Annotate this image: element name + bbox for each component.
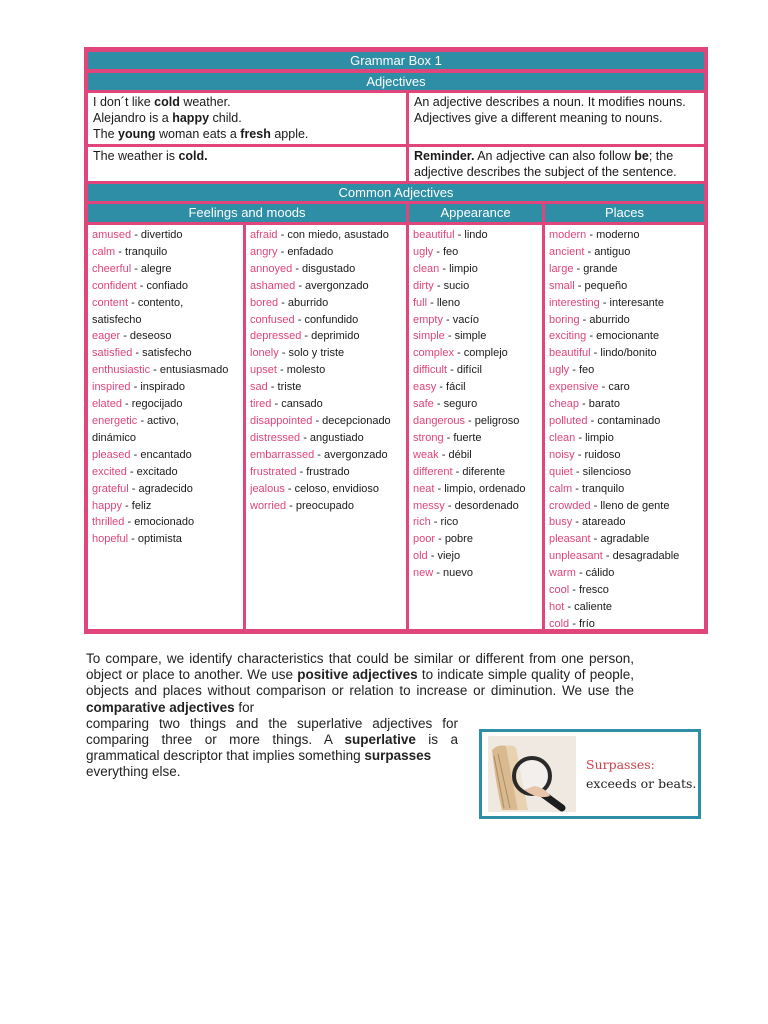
reminder-text: Reminder. An adjective can also follow be; the adjective describes the subject of the sentence.: [414, 149, 677, 179]
header-appearance: Appearance: [409, 204, 542, 222]
english-word: quiet: [549, 465, 573, 478]
english-word: clean: [413, 262, 440, 275]
spanish-translation: atareado: [582, 516, 626, 529]
spanish-translation: caliente: [574, 600, 612, 613]
english-word: ugly: [549, 364, 570, 377]
vocab-item: confident - confiado: [92, 279, 189, 292]
english-word: interesting: [549, 296, 600, 309]
vocab-item: excited - excitado: [92, 465, 178, 478]
vocab-item: hot - caliente: [549, 600, 612, 613]
english-word: large: [549, 262, 574, 275]
spanish-translation: simple: [454, 330, 487, 343]
vocab-item: frustrated - frustrado: [250, 465, 350, 478]
spanish-translation: fácil: [446, 381, 466, 394]
english-word: eager: [92, 330, 121, 343]
vocab-item: neat - limpio, ordenado: [413, 482, 526, 495]
definition-description: exceeds or beats.: [586, 776, 697, 791]
spanish-translation: limpio: [449, 262, 478, 275]
english-word: satisfied: [92, 347, 133, 360]
vocab-item: old - viejo: [413, 550, 461, 563]
english-word: old: [413, 550, 428, 563]
english-word: thrilled: [92, 516, 125, 529]
vocab-item: boring - aburrido: [549, 313, 630, 326]
english-word: ashamed: [250, 279, 296, 292]
spanish-translation: frustrado: [306, 465, 350, 478]
english-word: angry: [250, 245, 278, 258]
spanish-translation: regocijado: [131, 398, 183, 411]
spanish-translation: frío: [578, 617, 595, 629]
vocab-item: satisfied - satisfecho: [92, 347, 192, 360]
grammar-box: [84, 47, 708, 634]
vocab-item: ugly - feo: [549, 364, 595, 377]
english-word: dangerous: [413, 414, 465, 427]
spanish-translation: cansado: [281, 398, 323, 411]
english-word: cheap: [549, 398, 579, 411]
spanish-translation: limpio: [585, 431, 614, 444]
vocab-item: dirty - sucio: [413, 279, 470, 292]
header-feelings: Feelings and moods: [88, 204, 406, 222]
spanish-translation: rico: [440, 516, 459, 529]
spanish-translation: excitado: [136, 465, 178, 478]
spanish-translation: preocupado: [295, 499, 354, 512]
spanish-translation: emocionante: [596, 330, 660, 343]
magnifying-glass-icon: [488, 736, 576, 812]
spanish-translation: vacío: [452, 313, 480, 326]
english-word: calm: [549, 482, 573, 495]
spanish-translation: seguro: [443, 398, 478, 411]
vocab-item: messy - desordenado: [413, 499, 519, 512]
english-word: jealous: [250, 482, 285, 495]
spanish-translation: avergonzado: [305, 279, 369, 292]
vocab-item: strong - fuerte: [413, 431, 482, 444]
english-word: disappointed: [250, 414, 313, 427]
vocab-item: [92, 430, 239, 447]
english-word: rich: [413, 516, 431, 529]
english-word: clean: [549, 431, 576, 444]
english-word: messy: [413, 499, 445, 512]
spanish-translation: optimista: [137, 533, 182, 546]
spanish-translation: pequeño: [584, 279, 628, 292]
english-word: excited: [92, 465, 127, 478]
english-word: pleasant: [549, 533, 591, 546]
vocab-item: pleased - encantado: [92, 448, 192, 461]
vocab-item: amused - divertido: [92, 229, 183, 241]
grammar-box-subtitle: Adjectives: [88, 73, 704, 90]
paragraph-part: To compare, we identify characteristics that could be similar or different from one person, object or place to another. We use positive adjectives to indicate simple quality of people, objects and places without comparison or relation to increase or diminution. We use the comparative adjectives for: [86, 651, 634, 715]
vocab-item: distressed - angustiado: [250, 431, 364, 444]
vocab-item: confused - confundido: [250, 313, 359, 326]
english-word: warm: [549, 567, 576, 580]
paragraph-part: comparing two things and the superlative adjectives for comparing three or more things. A superlative is a grammatical descriptor that implies something surpasses: [86, 715, 458, 764]
vocab-item: cold - frío: [549, 617, 595, 629]
english-word: confident: [92, 279, 137, 292]
definition-line: Adjectives give a different meaning to nouns.: [414, 111, 663, 125]
spanish-translation: silencioso: [582, 465, 631, 478]
example2-cell: [88, 147, 406, 181]
spanish-translation: grande: [583, 262, 618, 275]
english-word: ugly: [413, 245, 434, 258]
english-word: hot: [549, 600, 565, 613]
english-word: embarrassed: [250, 448, 315, 461]
vocab-item: empty - vacío: [413, 313, 480, 326]
english-word: simple: [413, 330, 445, 343]
vocab-item: elated - regocijado: [92, 398, 183, 411]
vocab-item: easy - fácil: [413, 381, 466, 394]
definition-line: An adjective describes a noun. It modifies nouns.: [414, 95, 686, 109]
vocab-item: quiet - silencioso: [549, 465, 631, 478]
vocab-item: hopeful - optimista: [92, 533, 182, 546]
vocab-item: cool - fresco: [549, 584, 609, 597]
vocab-item: beautiful - lindo: [413, 229, 488, 241]
spanish-translation: dinámico: [92, 431, 137, 444]
spanish-translation: con miedo, asustado: [287, 229, 389, 241]
spanish-translation: ruidoso: [584, 448, 621, 461]
spanish-translation: diferente: [462, 465, 506, 478]
spanish-translation: contento,: [137, 296, 184, 309]
spanish-translation: aburrido: [287, 296, 329, 309]
spanish-translation: avergonzado: [323, 448, 388, 461]
spanish-translation: inspirado: [140, 381, 185, 394]
english-word: afraid: [250, 229, 278, 241]
english-word: noisy: [549, 448, 575, 461]
english-word: weak: [413, 448, 439, 461]
spanish-translation: celoso, envidioso: [294, 482, 380, 495]
vocab-item: simple - simple: [413, 330, 487, 343]
vocab-item: tired - cansado: [250, 398, 323, 411]
vocab-item: enthusiastic - entusiasmado: [92, 364, 229, 377]
spanish-translation: cálido: [585, 567, 615, 580]
spanish-translation: caro: [608, 381, 630, 394]
english-word: busy: [549, 516, 573, 529]
spanish-translation: interesante: [609, 296, 664, 309]
spanish-translation: satisfecho: [142, 347, 192, 360]
english-word: new: [413, 567, 434, 580]
vocab-item: calm - tranquilo: [92, 245, 168, 258]
vocab-item: afraid - con miedo, asustado: [250, 229, 389, 241]
vocab-item: cheap - barato: [549, 398, 620, 411]
english-word: safe: [413, 398, 434, 411]
english-word: elated: [92, 398, 122, 411]
english-word: lonely: [250, 347, 279, 360]
english-word: happy: [92, 499, 122, 512]
english-word: cheerful: [92, 262, 132, 275]
spanish-translation: débil: [448, 448, 472, 461]
english-word: frustrated: [250, 465, 297, 478]
vocab-item: depressed - deprimido: [250, 330, 360, 343]
example-sentence: I don´t like cold weather.: [93, 95, 231, 109]
spanish-translation: activo,: [147, 414, 179, 427]
vocab-item: disappointed - decepcionado: [250, 414, 391, 427]
vocab-item: inspired - inspirado: [92, 381, 185, 394]
vocab-item: interesting - interesante: [549, 296, 664, 309]
english-word: tired: [250, 398, 272, 411]
example-sentence: The young woman eats a fresh apple.: [93, 127, 309, 141]
vocab-item: jealous - celoso, envidioso: [250, 482, 380, 495]
vocab-item: warm - cálido: [549, 567, 615, 580]
spanish-translation: agradecido: [138, 482, 193, 495]
english-word: hopeful: [92, 533, 129, 546]
vocab-item: polluted - contaminado: [549, 414, 661, 427]
english-word: confused: [250, 313, 295, 326]
spanish-translation: enfadado: [287, 245, 334, 258]
english-word: annoyed: [250, 262, 293, 275]
vocab-item: new - nuevo: [413, 567, 473, 580]
vocab-item: crowded - lleno de gente: [549, 499, 670, 512]
spanish-translation: feliz: [131, 499, 152, 512]
vocab-item: ugly - feo: [413, 245, 459, 258]
english-word: small: [549, 279, 575, 292]
vocab-item: dangerous - peligroso: [413, 414, 520, 427]
spanish-translation: tranquilo: [125, 245, 168, 258]
spanish-translation: divertido: [140, 229, 183, 241]
example-sentence: The weather is cold.: [93, 149, 208, 163]
examples-cell: [88, 93, 406, 144]
spanish-translation: barato: [588, 398, 620, 411]
english-word: easy: [413, 381, 437, 394]
english-word: difficult: [413, 364, 448, 377]
english-word: worried: [250, 499, 287, 512]
example-sentence: Alejandro is a happy child.: [93, 111, 242, 125]
vocab-item: clean - limpio: [549, 431, 614, 444]
vocab-item: expensive - caro: [549, 381, 630, 394]
header-places: Places: [545, 204, 704, 222]
spanish-translation: confundido: [304, 313, 359, 326]
spanish-translation: lleno: [436, 296, 461, 309]
spanish-translation: lindo/bonito: [600, 347, 657, 360]
spanish-translation: feo: [442, 245, 459, 258]
spanish-translation: aburrido: [589, 313, 630, 326]
grammar-box-title: Grammar Box 1: [88, 52, 704, 69]
vocab-item: beautiful - lindo/bonito: [549, 347, 657, 360]
english-word: expensive: [549, 381, 599, 394]
spanish-translation: lindo: [464, 229, 488, 241]
vocab-item: bored - aburrido: [250, 296, 329, 309]
vocab-item: angry - enfadado: [250, 245, 334, 258]
spanish-translation: entusiasmado: [159, 364, 229, 377]
english-word: energetic: [92, 414, 138, 427]
spanish-translation: molesto: [286, 364, 326, 377]
vocab-item: ashamed - avergonzado: [250, 279, 369, 292]
vocab-item: worried - preocupado: [250, 499, 354, 512]
spanish-translation: triste: [277, 381, 302, 394]
vocab-item: grateful - agradecido: [92, 482, 193, 495]
english-word: pleased: [92, 448, 131, 461]
vocab-item: happy - feliz: [92, 499, 152, 512]
english-word: empty: [413, 313, 443, 326]
english-word: depressed: [250, 330, 302, 343]
english-word: calm: [92, 245, 116, 258]
spanish-translation: confiado: [146, 279, 189, 292]
english-word: strong: [413, 431, 444, 444]
spanish-translation: contaminado: [597, 414, 661, 427]
vocab-item: annoyed - disgustado: [250, 262, 356, 275]
vocab-column-feelings-b: [246, 225, 406, 629]
english-word: amused: [92, 229, 132, 241]
spanish-translation: fuerte: [453, 431, 482, 444]
spanish-translation: antiguo: [594, 245, 631, 258]
spanish-translation: pobre: [444, 533, 473, 546]
english-word: neat: [413, 482, 435, 495]
vocab-item: thrilled - emocionado: [92, 516, 195, 529]
english-word: unpleasant: [549, 550, 603, 563]
reminder-cell: [409, 147, 704, 181]
spanish-translation: fresco: [578, 584, 609, 597]
spanish-translation: feo: [578, 364, 595, 377]
spanish-translation: lleno de gente: [600, 499, 670, 512]
vocab-item: difficult - difícil: [413, 364, 482, 377]
spanish-translation: desordenado: [454, 499, 519, 512]
spanish-translation: nuevo: [442, 567, 473, 580]
spanish-translation: tranquilo: [582, 482, 625, 495]
definition-term: Surpasses:: [586, 757, 655, 772]
vocab-item: unpleasant - desagradable: [549, 550, 680, 563]
spanish-translation: satisfecho: [92, 313, 142, 326]
spanish-translation: alegre: [140, 262, 172, 275]
definition-cell: [409, 93, 704, 144]
english-word: poor: [413, 533, 436, 546]
english-word: beautiful: [413, 229, 455, 241]
english-word: upset: [250, 364, 277, 377]
vocab-item: embarrassed - avergonzado: [250, 448, 388, 461]
vocab-item: exciting - emocionante: [549, 330, 660, 343]
vocab-column-places: [545, 225, 704, 629]
vocab-item: ancient - antiguo: [549, 245, 631, 258]
vocab-item: noisy - ruidoso: [549, 448, 621, 461]
spanish-translation: sucio: [443, 279, 470, 292]
spanish-translation: emocionado: [134, 516, 195, 529]
english-word: different: [413, 465, 453, 478]
vocab-item: calm - tranquilo: [549, 482, 625, 495]
vocab-item: [92, 312, 239, 329]
vocab-item: busy - atareado: [549, 516, 626, 529]
english-word: full: [413, 296, 428, 309]
vocab-item: full - lleno: [413, 296, 461, 309]
english-word: bored: [250, 296, 279, 309]
english-word: sad: [250, 381, 268, 394]
spanish-translation: encantado: [140, 448, 192, 461]
vocab-item: large - grande: [549, 262, 618, 275]
spanish-translation: disgustado: [302, 262, 356, 275]
spanish-translation: angustiado: [309, 431, 364, 444]
spanish-translation: desagradable: [612, 550, 680, 563]
spanish-translation: deseoso: [129, 330, 172, 343]
spanish-translation: deprimido: [311, 330, 360, 343]
english-word: cold: [549, 617, 570, 629]
vocab-item: clean - limpio: [413, 262, 478, 275]
vocab-item: rich - rico: [413, 516, 459, 529]
vocab-item: content - contento,: [92, 296, 184, 309]
english-word: boring: [549, 313, 580, 326]
english-word: crowded: [549, 499, 591, 512]
vocab-item: complex - complejo: [413, 347, 508, 360]
vocab-column-feelings-a: [88, 225, 243, 629]
english-word: cool: [549, 584, 570, 597]
english-word: inspired: [92, 381, 131, 394]
english-word: ancient: [549, 245, 585, 258]
english-word: polluted: [549, 414, 588, 427]
vocab-item: upset - molesto: [250, 364, 326, 377]
vocab-item: cheerful - alegre: [92, 262, 172, 275]
common-adjectives-title: Common Adjectives: [88, 184, 704, 201]
vocab-item: small - pequeño: [549, 279, 628, 292]
vocab-item: modern - moderno: [549, 229, 640, 241]
spanish-translation: viejo: [437, 550, 461, 563]
vocab-item: weak - débil: [413, 448, 472, 461]
spanish-translation: peligroso: [474, 414, 520, 427]
spanish-translation: moderno: [596, 229, 640, 241]
spanish-translation: decepcionado: [322, 414, 391, 427]
vocab-column-appearance: [409, 225, 542, 629]
english-word: beautiful: [549, 347, 591, 360]
english-word: enthusiastic: [92, 364, 151, 377]
spanish-translation: difícil: [456, 364, 482, 377]
vocab-item: different - diferente: [413, 465, 506, 478]
vocab-item: poor - pobre: [413, 533, 473, 546]
english-word: distressed: [250, 431, 301, 444]
vocab-item: eager - deseoso: [92, 330, 172, 343]
vocab-item: lonely - solo y triste: [250, 347, 345, 360]
definition-box: [479, 729, 701, 819]
spanish-translation: solo y triste: [288, 347, 345, 360]
english-word: exciting: [549, 330, 587, 343]
english-word: dirty: [413, 279, 434, 292]
vocab-item: safe - seguro: [413, 398, 478, 411]
spanish-translation: limpio, ordenado: [444, 482, 526, 495]
english-word: content: [92, 296, 129, 309]
spanish-translation: complejo: [463, 347, 508, 360]
english-word: grateful: [92, 482, 129, 495]
english-word: complex: [413, 347, 454, 360]
vocab-item: energetic - activo,: [92, 414, 179, 427]
spanish-translation: agradable: [600, 533, 650, 546]
vocab-item: sad - triste: [250, 381, 302, 394]
paragraph-part: everything else.: [86, 764, 181, 780]
vocab-item: pleasant - agradable: [549, 533, 650, 546]
english-word: modern: [549, 229, 587, 241]
